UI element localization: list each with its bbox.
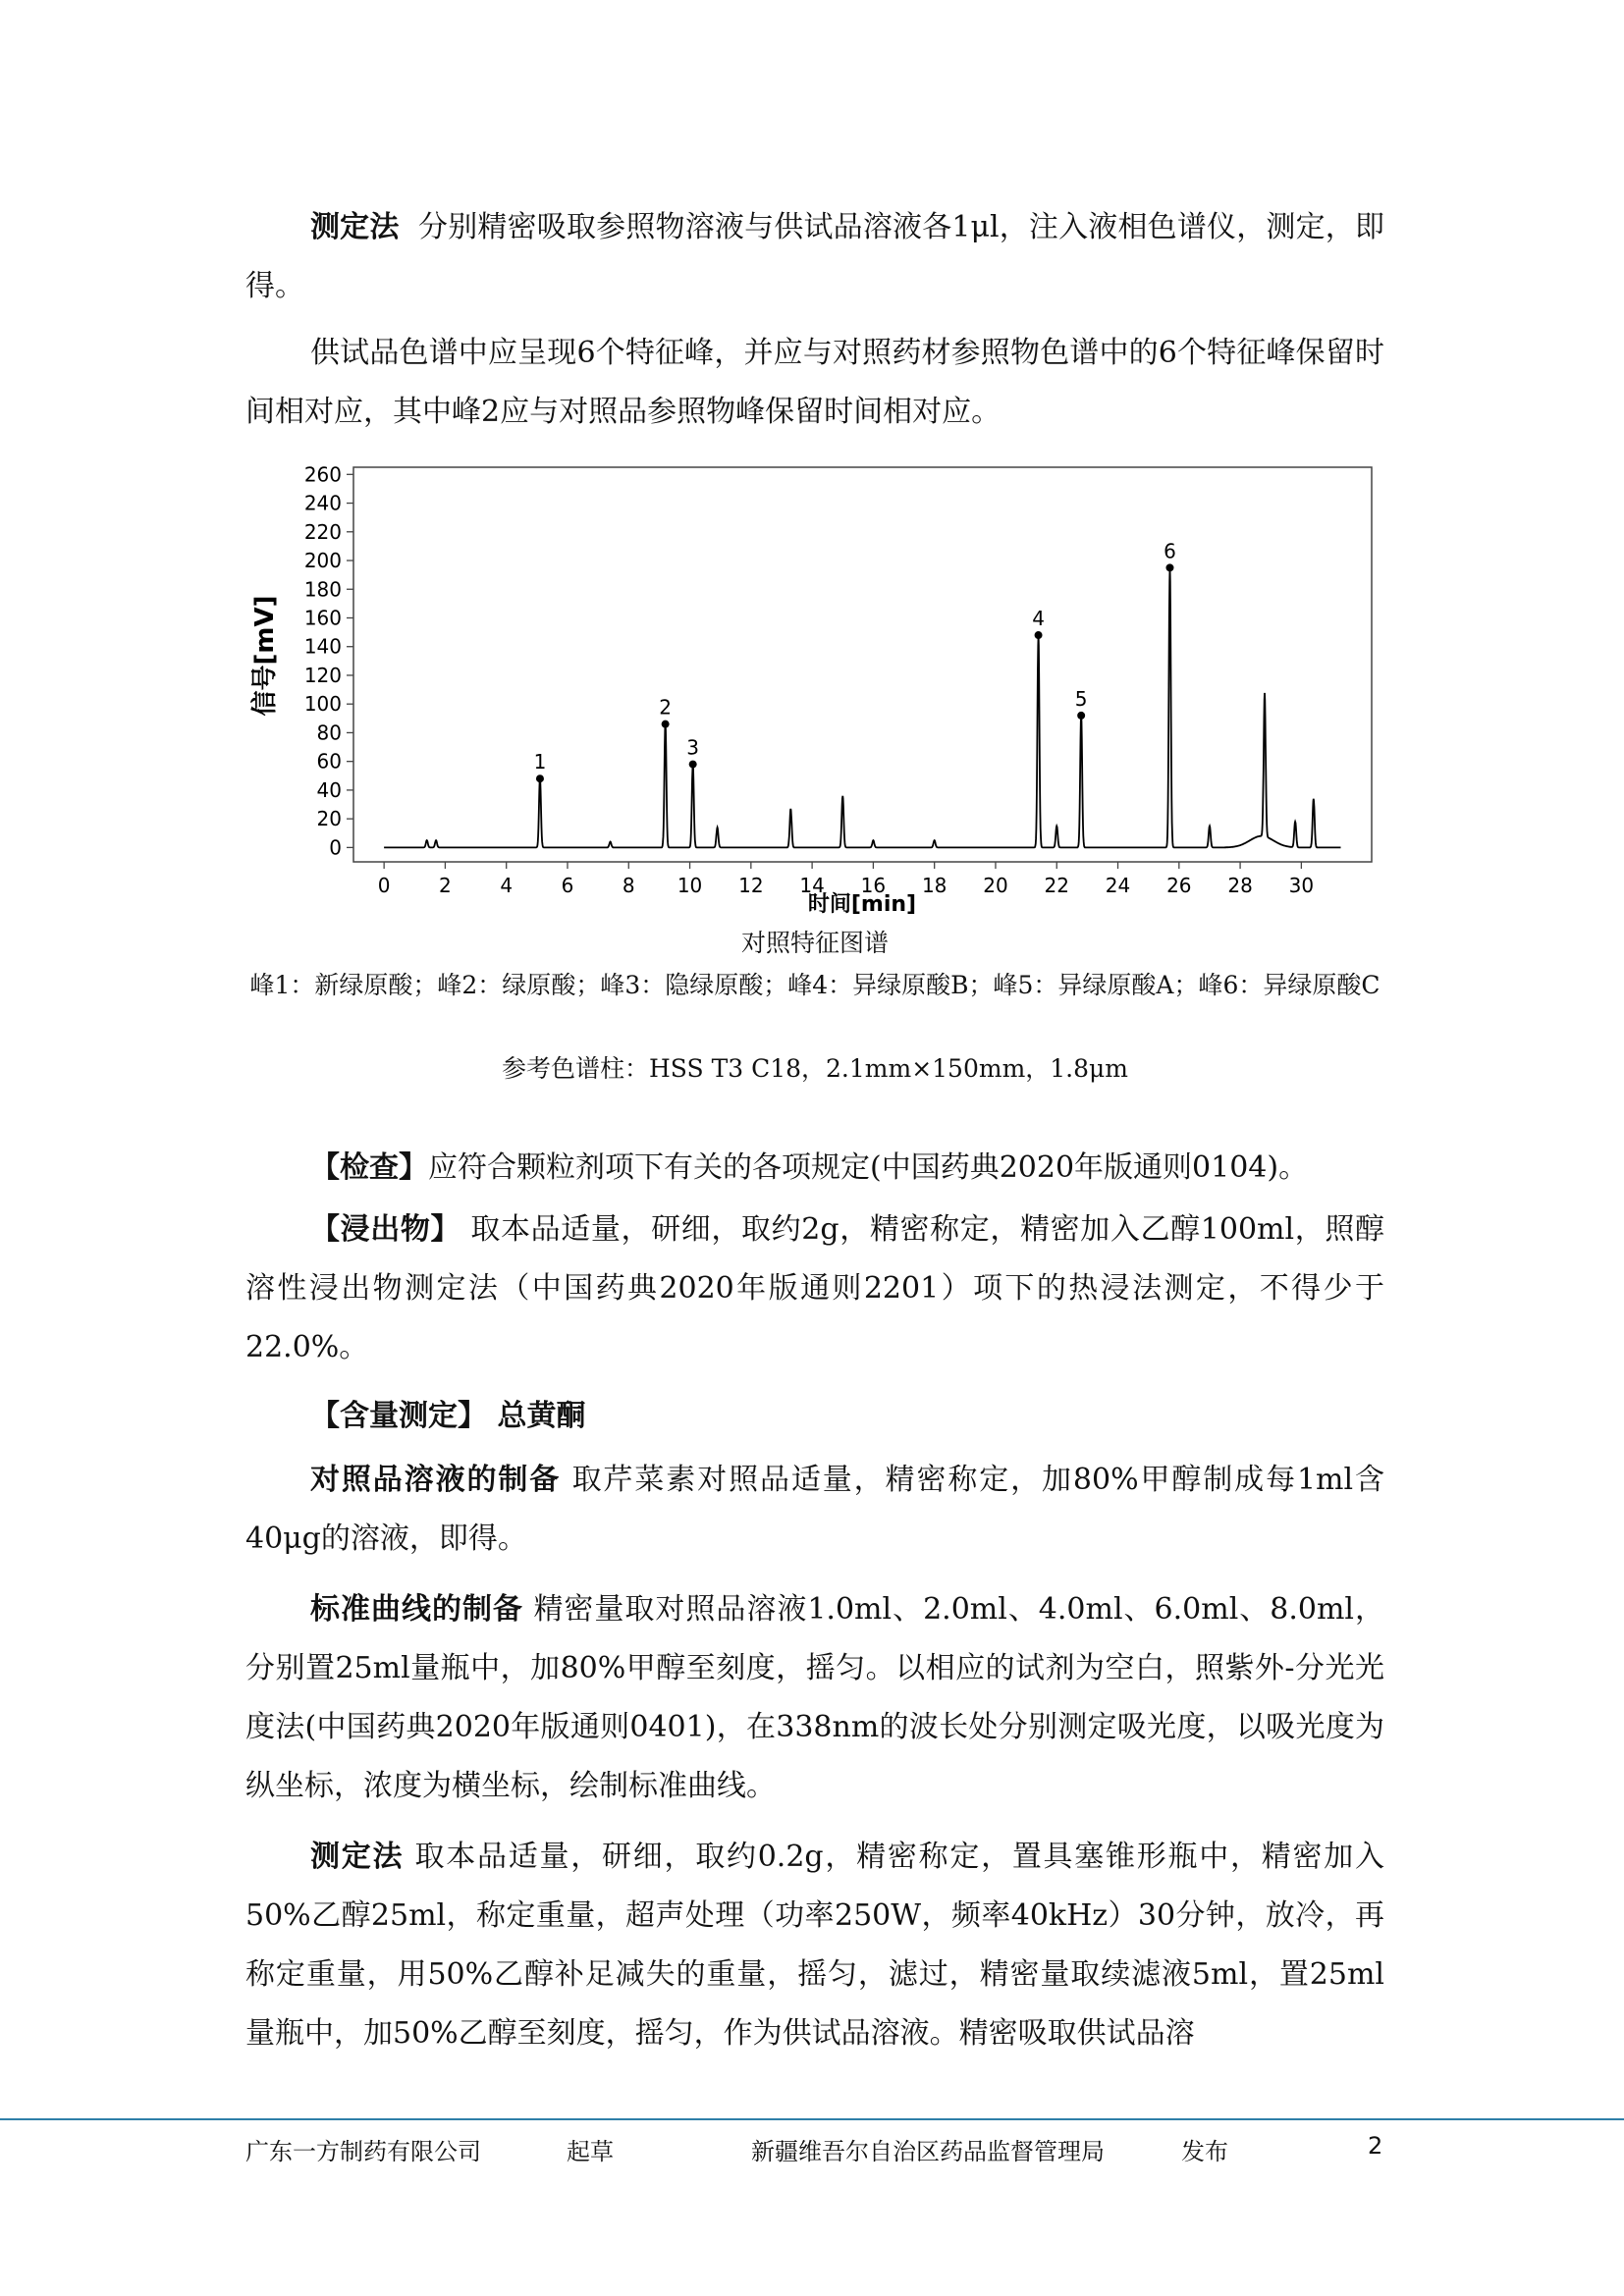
standard-curve-text: 精密量取对照品溶液1.0ml、2.0ml、4.0ml、6.0ml、8.0ml，分别置25ml量瓶中，加80%甲醇至刻度，摇匀。以相应的试剂为空白，照紫外-分光光度法(中国药典2020年版通则0401)，在338nm的波长处分别测定吸光度，以吸光度为纵坐标，浓度为横坐标，绘制标准曲线。 bbox=[245, 1592, 1385, 1803]
paragraph-content-heading bbox=[245, 1387, 1384, 1446]
peak-marker bbox=[689, 761, 697, 769]
reference-solution-text: 取芹菜素对照品适量，精密称定，加80%甲醇制成每1ml含40μg的溶液，即得。 bbox=[245, 1463, 1384, 1556]
peak-label: 5 bbox=[1074, 686, 1088, 711]
x-tick-label: 18 bbox=[921, 874, 947, 897]
x-tick-label: 26 bbox=[1166, 874, 1192, 897]
peak-label: 6 bbox=[1164, 539, 1176, 563]
paragraph-assay-method bbox=[245, 198, 1384, 316]
assay-method-text: 分别精密吸取参照物溶液与供试品溶液各1μl，注入液相色谱仪，测定，即得。 bbox=[245, 210, 1384, 303]
y-tick-label: 120 bbox=[303, 663, 342, 687]
x-tick-label: 24 bbox=[1105, 874, 1131, 897]
plot-frame bbox=[353, 467, 1372, 862]
y-tick-label: 260 bbox=[303, 462, 342, 487]
y-tick-label: 140 bbox=[303, 634, 342, 659]
assay-method-keyword: 测定法 bbox=[310, 210, 400, 244]
y-tick-label: 160 bbox=[303, 606, 342, 630]
x-tick-label: 22 bbox=[1044, 874, 1069, 897]
y-tick-label: 20 bbox=[316, 807, 342, 831]
extract-text: 取本品适量，研细，取约2g，精密称定，精密加入乙醇100ml，照醇溶性浸出物测定法（中国药典2020年版通则2201）项下的热浸法测定，不得少于22.0%。 bbox=[245, 1212, 1384, 1364]
paragraph-peak-requirement: 供试品色谱中应呈现6个特征峰，并应与对照药材参照物色谱中的6个特征峰保留时间相对应，其中峰2应与对照品参照物峰保留时间相对应。 bbox=[245, 336, 1384, 429]
standard-curve-keyword: 标准曲线的制备 bbox=[310, 1592, 523, 1627]
x-tick-label: 14 bbox=[799, 874, 825, 897]
y-axis-label: 信号[mV] bbox=[250, 595, 280, 717]
x-tick-label: 28 bbox=[1227, 874, 1253, 897]
peak-marker bbox=[1165, 563, 1173, 571]
footer-divider bbox=[0, 2118, 1624, 2120]
footer-publisher-role: 发布 bbox=[1181, 2138, 1228, 2165]
y-tick-label: 220 bbox=[303, 519, 342, 544]
peak-marker bbox=[1035, 631, 1043, 639]
page-number: 2 bbox=[1368, 2132, 1383, 2160]
inspection-text: 应符合颗粒剂项下有关的各项规定(中国药典2020年版通则0104)。 bbox=[428, 1150, 1309, 1185]
peak-label: 4 bbox=[1032, 607, 1045, 631]
y-axis bbox=[304, 462, 353, 859]
figure-column-note: 参考色谱柱：HSS T3 C18，2.1mm×150mm，1.8μm bbox=[502, 1054, 1128, 1083]
reference-solution-keyword: 对照品溶液的制备 bbox=[310, 1463, 562, 1497]
y-tick-label: 180 bbox=[303, 577, 342, 602]
figure-title: 对照特征图谱 bbox=[740, 929, 889, 957]
footer-drafter: 广东一方制药有限公司 bbox=[245, 2138, 481, 2165]
paragraph-inspection bbox=[245, 1139, 1384, 1198]
paragraph-extract bbox=[245, 1201, 1384, 1377]
x-tick-label: 8 bbox=[622, 874, 635, 897]
peak-marker bbox=[536, 774, 544, 782]
y-tick-label: 60 bbox=[316, 749, 342, 774]
y-tick-label: 80 bbox=[316, 721, 342, 745]
figure-peak-legend: 峰1：新绿原酸；峰2：绿原酸；峰3：隐绿原酸；峰4：异绿原酸B；峰5：异绿原酸A；峰6：异绿原酸C bbox=[249, 971, 1380, 999]
x-tick-label: 2 bbox=[439, 874, 452, 897]
peak-label: 1 bbox=[533, 750, 547, 774]
x-tick-label: 4 bbox=[500, 874, 514, 897]
paragraph-reference-solution bbox=[245, 1451, 1384, 1569]
inspection-keyword: 【检查】 bbox=[310, 1150, 428, 1185]
extract-keyword: 【浸出物】 bbox=[310, 1212, 461, 1247]
x-tick-label: 10 bbox=[677, 874, 703, 897]
x-tick-label: 16 bbox=[860, 874, 887, 897]
paragraph-standard-curve bbox=[245, 1580, 1384, 1816]
y-tick-label: 0 bbox=[329, 835, 342, 860]
x-tick-label: 0 bbox=[377, 874, 391, 897]
y-tick-label: 40 bbox=[316, 777, 342, 802]
y-tick-label: 240 bbox=[303, 491, 342, 515]
measurement-keyword: 测定法 bbox=[310, 1840, 405, 1874]
content-heading: 【含量测定】 总黄酮 bbox=[310, 1399, 586, 1433]
peak-marker bbox=[1077, 712, 1085, 720]
y-tick-label: 100 bbox=[303, 692, 342, 717]
x-tick-label: 20 bbox=[983, 874, 1008, 897]
paragraph-measurement bbox=[245, 1828, 1384, 2063]
peak-label: 2 bbox=[659, 695, 673, 720]
footer-publisher: 新疆维吾尔自治区药品监督管理局 bbox=[751, 2138, 1105, 2165]
x-axis-label: 时间[min] bbox=[807, 892, 917, 917]
x-tick-label: 12 bbox=[738, 874, 764, 897]
chromatogram-chart bbox=[245, 459, 1384, 926]
x-tick-label: 30 bbox=[1288, 874, 1315, 897]
chromatogram-trace bbox=[384, 567, 1340, 847]
footer-drafter-role: 起草 bbox=[567, 2138, 614, 2165]
peak-marker bbox=[662, 721, 670, 728]
peak-label: 3 bbox=[686, 735, 700, 760]
y-tick-label: 200 bbox=[303, 549, 342, 573]
measurement-text: 取本品适量，研细，取约0.2g，精密称定，置具塞锥形瓶中，精密加入50%乙醇25ml，称定重量，超声处理（功率250W，频率40kHz）30分钟，放冷，再称定重量，用50%乙醇补足减失的重量，摇匀，滤过，精密量取续滤液5ml，置25ml量瓶中，加50%乙醇至刻度，摇匀，作为供试品溶液。精密吸取供试品溶 bbox=[245, 1840, 1384, 2051]
x-tick-label: 6 bbox=[561, 874, 574, 897]
